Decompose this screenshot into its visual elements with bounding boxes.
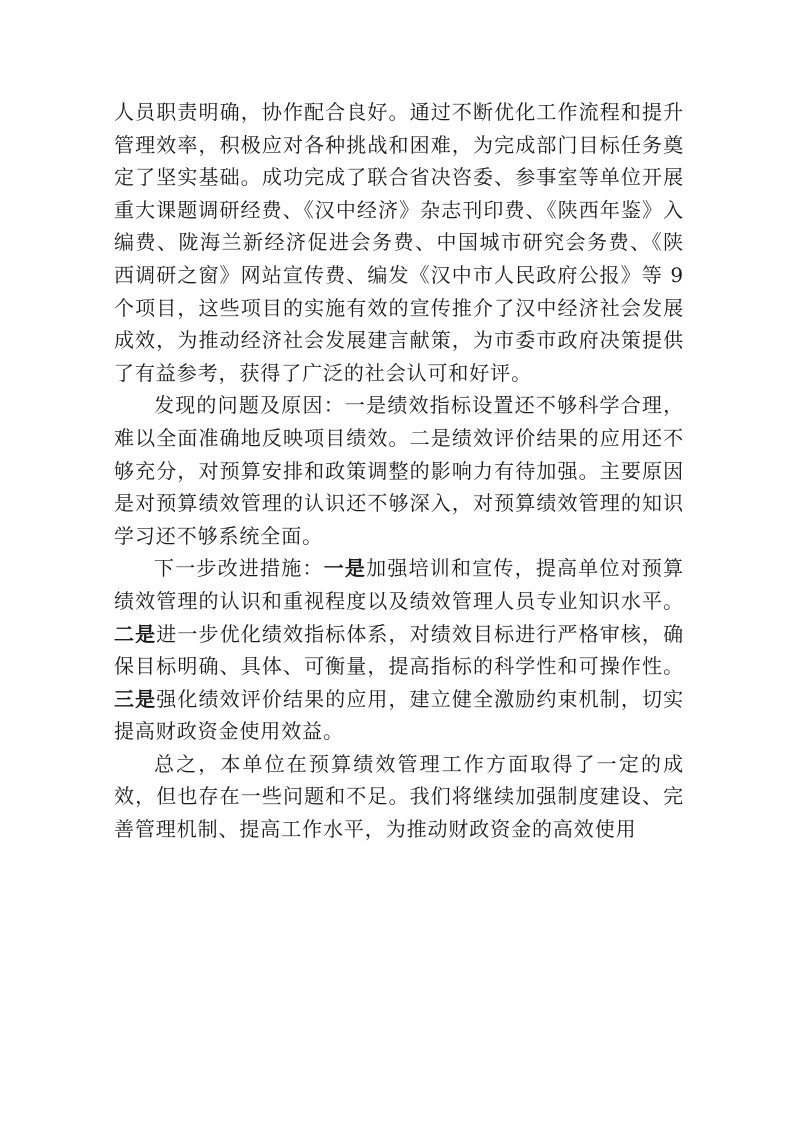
- paragraph-staff-and-projects: 人员职责明确，协作配合良好。通过不断优化工作流程和提升管理效率，积极应对各种挑战和困难，为完成部门目标任务奠定了坚实基础。成功完成了联合省决咨委、参事室等单位开展重大课题调研经费、《汉中经济》杂志刊印费、《陕西年鉴》入编费、陇海兰新经济促进会务费、中国城市研究会务费、《陕西调研之窗》网站宣传费、编发《汉中市人民政府公报》等 9 个项目，这些项目的实施有效的宣传推介了汉中经济社会发展成效，为推动经济社会发展建言献策，为市委市政府决策提供了有益参考，获得了广泛的社会认可和好评。: [114, 100, 684, 385]
- measure-1-text: 加强培训和宣传，提高单位对预算绩效管理的认识和重视程度以及绩效管理人员专业知识水平。: [114, 556, 685, 613]
- measure-2-text: 进一步优化绩效指标体系，对绩效目标进行严格审核，确保目标明确、具体、可衡量，提高指标的科学性和可操作性。: [114, 621, 684, 679]
- paragraph-problems-and-causes: 发现的问题及原因：一是绩效指标设置还不够科学合理，难以全面准确地反映项目绩效。二是绩效评价结果的应用还不够充分，对预算安排和政策调整的影响力有待加强。主要原因是对预算绩效管理的认识还不够深入，对预算绩效管理的知识学习还不够系统全面。: [114, 393, 684, 548]
- paragraph-conclusion: 总之，本单位在预算绩效管理工作方面取得了一定的成效，但也存在一些问题和不足。我们将继续加强制度建设、完善管理机制、提高工作水平，为推动财政资金的高效使用: [114, 751, 684, 842]
- paragraph-improvement-measures: [114, 552, 684, 748]
- measure-2-label: 二是: [114, 621, 157, 646]
- document-body: [114, 96, 684, 846]
- measures-lead: 下一步改进措施：: [154, 556, 324, 581]
- measure-3-label: 三是: [114, 686, 157, 711]
- measure-3-text: 强化绩效评价结果的应用，建立健全激励约束机制，切实提高财政资金使用效益。: [114, 686, 684, 744]
- measure-1-label: 一是: [323, 556, 367, 581]
